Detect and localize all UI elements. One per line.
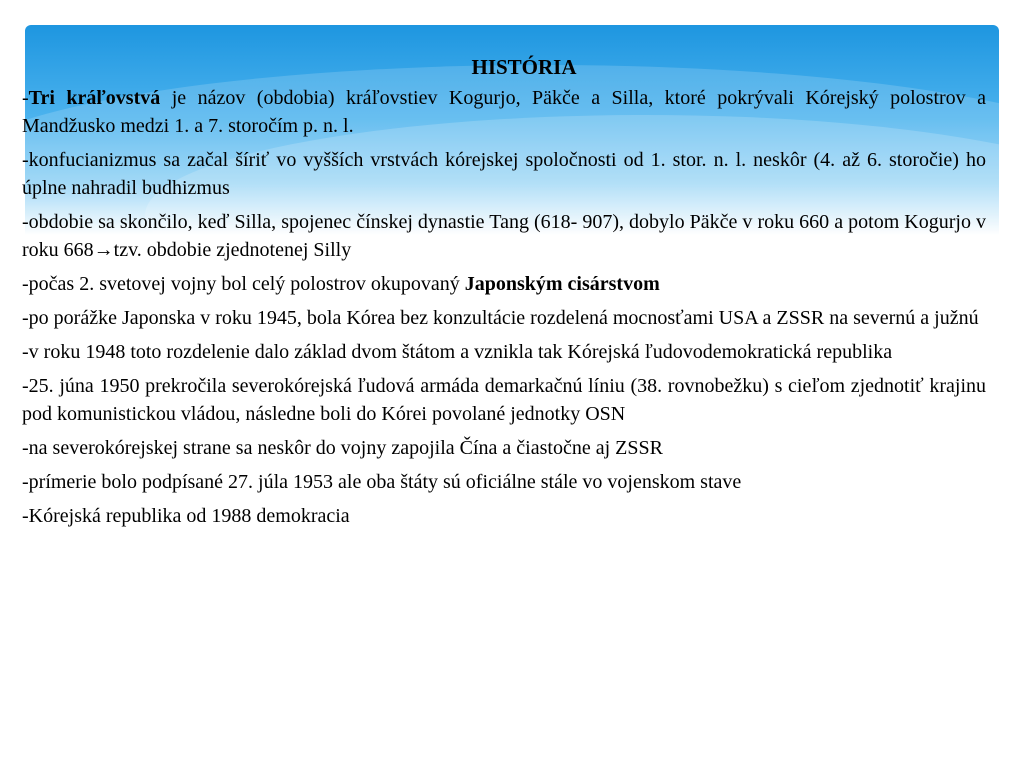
paragraph: -25. júna 1950 prekročila severokórejská ľudová armáda demarkačnú líniu (38. rovnobežku) s cieľom zjednotiť krajinu pod komunistickou vládou, následne boli do Kórei povolané jednotky OSN [22,375,986,425]
paragraph-text: je názov (obdobia) kráľovstiev Kogurjo, Päkče a Silla, ktoré pokrývali Kórejský polostrov a Mandžusko medzi 1. a 7. storočím p. n. l. [22,87,987,137]
paragraph: -v roku 1948 toto rozdelenie dalo základ dvom štátom a vznikla tak Kórejská ľudovodemokratická republika [22,341,893,363]
paragraph: -po porážke Japonska v roku 1945, bola Kórea bez konzultácie rozdelená mocnosťami USA a ZSSR na severnú a južnú [22,307,979,329]
paragraph: -na severokórejskej strane sa neskôr do vojny zapojila Čína a čiastočne aj ZSSR [22,437,663,459]
bold-term: Tri kráľovstvá [28,87,161,109]
paragraph-text: -počas 2. svetovej vojny bol celý polostrov okupovaný [22,273,465,295]
paragraph: -Kórejská republika od 1988 demokracia [22,505,350,527]
slide-body [22,52,986,536]
paragraph [22,84,986,140]
paragraph-prefix: - [22,87,29,109]
paragraph: -obdobie sa skončilo, keď Silla, spojenec čínskej dynastie Tang (618- 907), dobylo Päkče v roku 660 a potom Kogurjo v roku 668→tzv. obdobie zjednotenej Silly [22,211,986,261]
slide-title: HISTÓRIA [471,55,577,79]
paragraph: -prímerie bolo podpísané 27. júla 1953 ale oba štáty sú oficiálne stále vo vojenskom stave [22,471,742,493]
paragraph [22,270,986,298]
paragraph: -konfucianizmus sa začal šíriť vo vyšších vrstvách kórejskej spoločnosti od 1. stor. n. l. neskôr (4. až 6. storočie) ho úplne nahradil budhizmus [22,149,986,199]
bold-term: Japonským cisárstvom [464,273,660,295]
